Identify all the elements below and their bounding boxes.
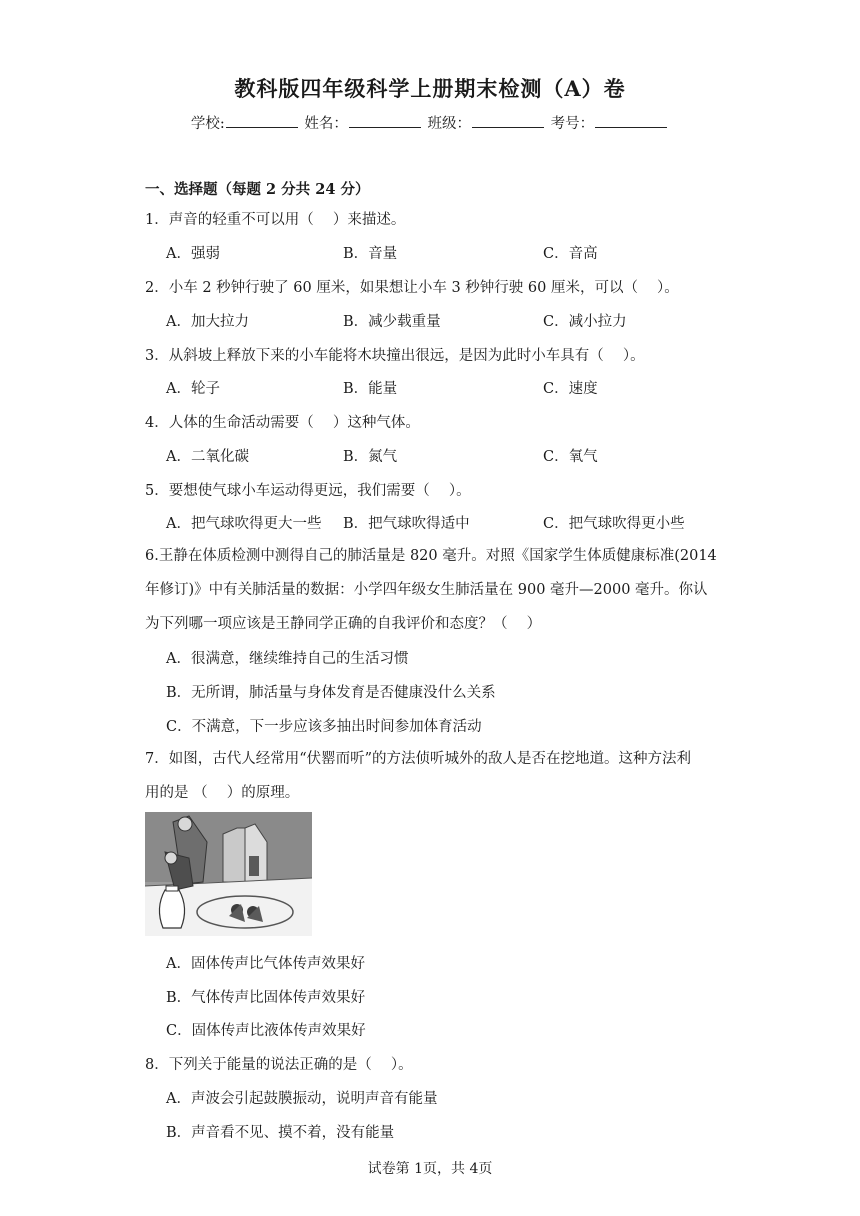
- q6-stem-line: 为下列哪一项应该是王静同学正确的自我评价和态度？（ ）: [145, 616, 542, 632]
- exam-title: 教科版四年级科学上册期末检测（A）卷: [234, 76, 626, 101]
- listening-jar-illustration: [145, 812, 312, 936]
- question-3-stem: 3．从斜坡上释放下来的小车能将木块撞出很远，是因为此时小车具有（ ）。: [145, 348, 645, 364]
- school-blank[interactable]: [226, 113, 298, 128]
- q6-stem-line: 年修订)》中有关肺活量的数据：小学四年级女生肺活量在 900 毫升—2000 毫升。你认: [145, 582, 708, 598]
- q7-stem-line: 用的是 （ ）的原理。: [145, 785, 300, 801]
- q1-option-c[interactable]: C．音高: [543, 246, 598, 262]
- page-number: 试卷第 1页，共 4页: [367, 1161, 493, 1177]
- question-2-stem: 2．小车 2 秒钟行驶了 60 厘米，如果想让小车 3 秒钟行驶 60 厘米，可以（ ）。: [145, 280, 679, 296]
- q7-stem-line: 7．如图，古代人经常用“伏罂而听”的方法侦听城外的敌人是否在挖地道。这种方法利: [145, 751, 692, 767]
- q7-option-c[interactable]: C．固体传声比液体传声效果好: [166, 1023, 366, 1039]
- q3-option-b[interactable]: B．能量: [343, 381, 398, 397]
- q8-option-a[interactable]: A．声波会引起鼓膜振动，说明声音有能量: [166, 1091, 438, 1107]
- exam-number-label: 考号：: [550, 116, 595, 132]
- q7-option-b[interactable]: B．气体传声比固体传声效果好: [166, 990, 366, 1006]
- q5-option-a[interactable]: A．把气球吹得更大一些: [166, 516, 322, 532]
- q7-option-a[interactable]: A．固体传声比气体传声效果好: [166, 956, 365, 972]
- section-heading: 一、选择题（每题 2 分共 24 分）: [145, 181, 370, 198]
- q3-option-c[interactable]: C．速度: [543, 381, 598, 397]
- question-6-stem: [145, 546, 725, 648]
- q6-stem-line: 6.王静在体质检测中测得自己的肺活量是 820 毫升。对照《国家学生体质健康标准(2014: [145, 548, 717, 564]
- q5-option-c[interactable]: C．把气球吹得更小些: [543, 516, 685, 532]
- class-label: 班级：: [427, 116, 471, 132]
- question-1-stem: 1．声音的轻重不可以用（ ）来描述。: [145, 212, 406, 228]
- question-4-stem: 4．人体的生命活动需要（ ）这种气体。: [145, 415, 420, 431]
- question-5-stem: 5．要想使气球小车运动得更远，我们需要（ ）。: [145, 483, 471, 499]
- q5-option-b[interactable]: B．把气球吹得适中: [343, 516, 470, 532]
- q3-option-a[interactable]: A．轮子: [166, 381, 220, 397]
- q2-option-c[interactable]: C．减小拉力: [543, 314, 627, 330]
- question-7-stem: [145, 749, 725, 817]
- q8-option-b[interactable]: B．声音看不见、摸不着，没有能量: [166, 1125, 395, 1141]
- q1-option-b[interactable]: B．音量: [343, 246, 398, 262]
- student-info-line: [0, 112, 860, 133]
- q4-option-a[interactable]: A．二氧化碳: [166, 449, 249, 465]
- q4-option-b[interactable]: B．氮气: [343, 449, 398, 465]
- question-8-stem: 8．下列关于能量的说法正确的是（ ）。: [145, 1057, 413, 1073]
- name-blank[interactable]: [349, 113, 421, 128]
- name-label: 姓名：: [304, 116, 348, 132]
- exam-number-blank[interactable]: [595, 113, 667, 128]
- q6-option-a[interactable]: A．很满意，继续维持自己的生活习惯: [166, 651, 409, 667]
- q2-option-b[interactable]: B．减少载重量: [343, 314, 441, 330]
- q6-option-c[interactable]: C．不满意，下一步应该多抽出时间参加体育活动: [166, 719, 482, 735]
- class-blank[interactable]: [472, 113, 544, 128]
- school-label: 学校:: [190, 116, 225, 132]
- q4-option-c[interactable]: C．氧气: [543, 449, 598, 465]
- q6-option-b[interactable]: B．无所谓，肺活量与身体发育是否健康没什么关系: [166, 685, 496, 701]
- q2-option-a[interactable]: A．加大拉力: [166, 314, 249, 330]
- q1-option-a[interactable]: A．强弱: [166, 246, 220, 262]
